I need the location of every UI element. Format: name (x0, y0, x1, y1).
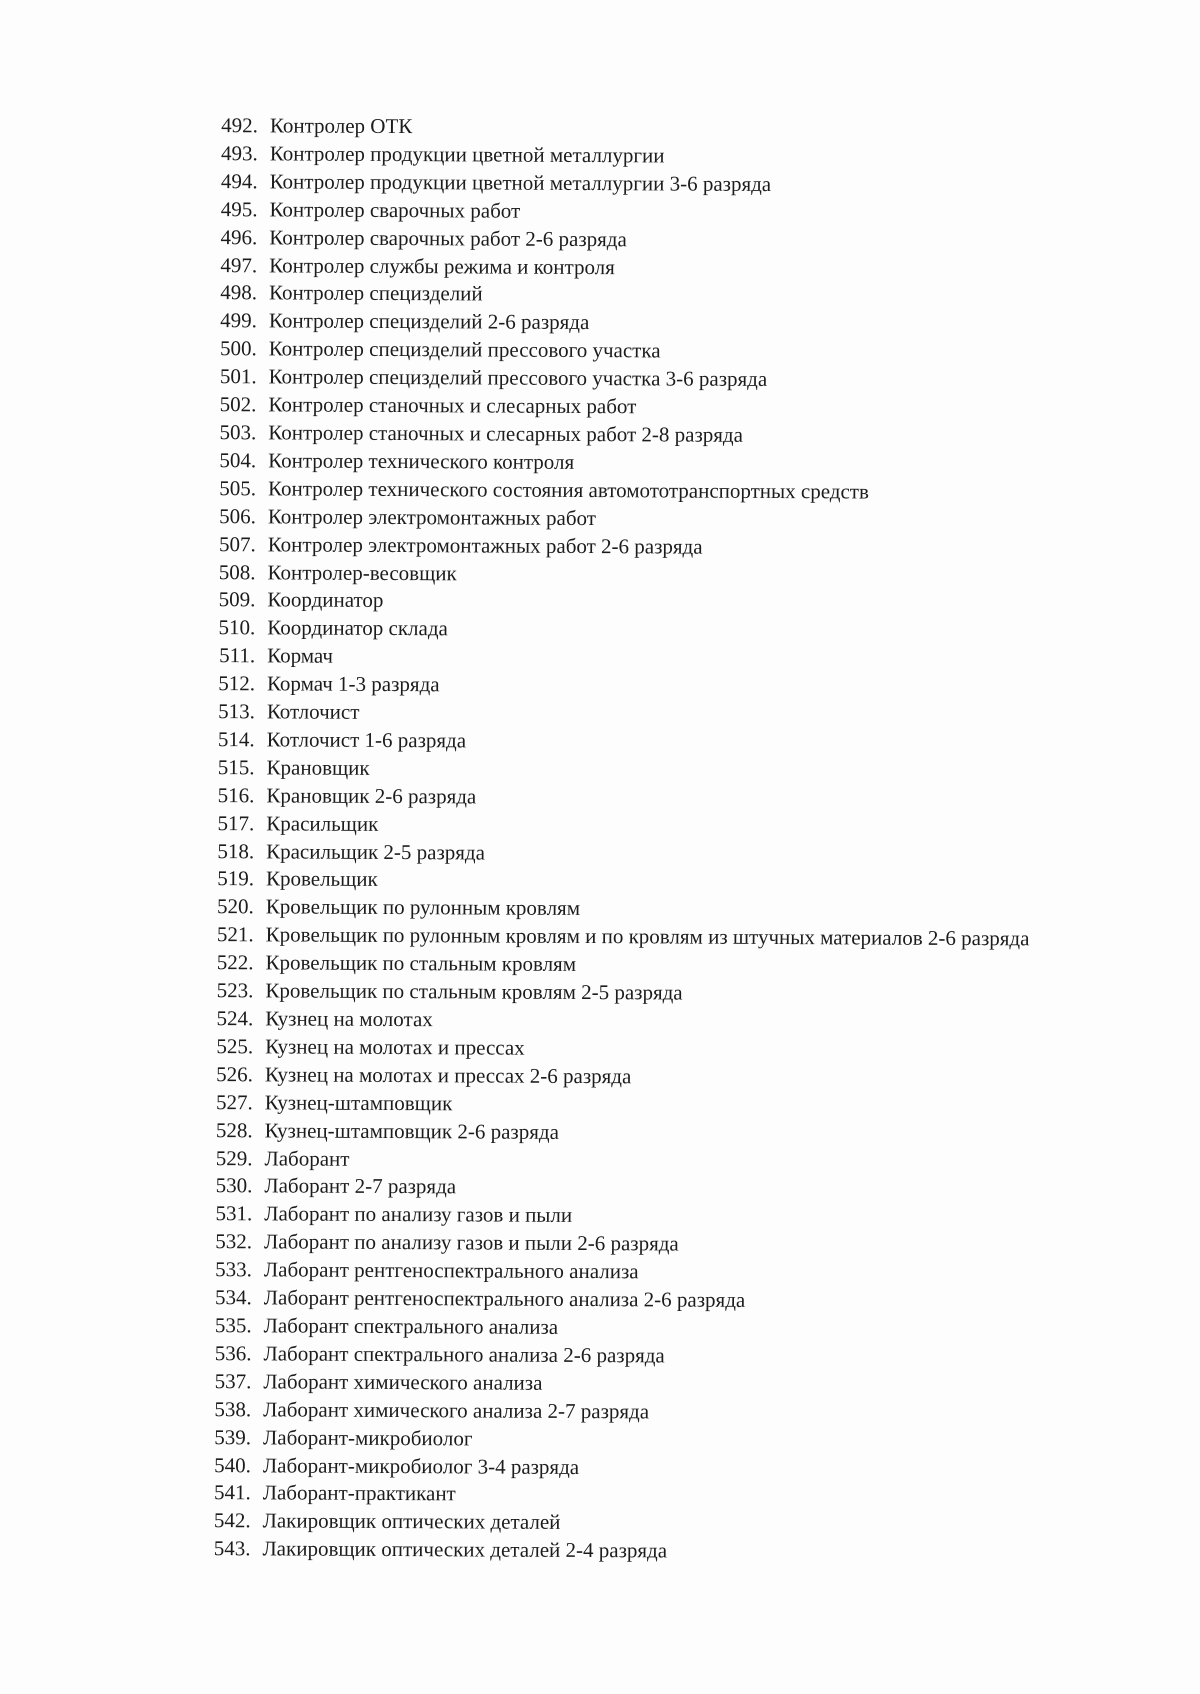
item-text: Крановщик 2-6 разряда (266, 783, 477, 809)
item-text: Контролер станочных и слесарных работ 2-8 разряда (268, 420, 744, 447)
item-text: Лакировщик оптических деталей 2-4 разряда (262, 1536, 668, 1563)
item-number: 513. (218, 699, 255, 724)
item-number: 543. (213, 1536, 251, 1561)
item-number: 492. (221, 113, 258, 138)
item-number: 524. (216, 1006, 254, 1031)
item-text: Красильщик 2-5 разряда (266, 838, 486, 865)
profession-list (192, 112, 1120, 1568)
item-text: Контролер специзделий прессового участка 3-6 разряда (268, 364, 768, 392)
item-text: Лаборант по анализу газов и пыли (264, 1201, 573, 1228)
item-number: 493. (220, 141, 258, 166)
item-text: Кузнец на молотах и прессах 2-6 разряда (264, 1062, 632, 1089)
item-number: 523. (216, 978, 254, 1003)
item-number: 517. (217, 810, 255, 835)
item-number: 538. (214, 1396, 252, 1421)
item-text: Контролер станочных и слесарных работ (268, 392, 637, 419)
item-text: Контролер технического контроля (268, 448, 575, 474)
item-number: 542. (213, 1508, 251, 1533)
item-text: Координатор склада (267, 615, 448, 641)
item-text: Контролер специзделий 2-6 разряда (268, 308, 590, 335)
item-text: Лаборант-микробиолог 3-4 разряда (262, 1452, 580, 1479)
item-text: Кормач 1-3 разряда (266, 671, 440, 697)
item-text: Лаборант химического анализа 2-7 разряда (263, 1397, 650, 1424)
item-number: 505. (219, 475, 257, 501)
item-number: 511. (219, 643, 256, 668)
item-number: 495. (220, 196, 258, 222)
item-number: 504. (219, 447, 257, 473)
item-text: Контролер специзделий прессового участка (268, 336, 661, 363)
item-number: 530. (215, 1173, 253, 1198)
item-number: 533. (215, 1257, 253, 1282)
item-text: Кузнец-штамповщик 2-6 разряда (264, 1117, 560, 1144)
item-number: 516. (217, 782, 255, 808)
item-number: 497. (220, 252, 258, 277)
item-number: 515. (217, 754, 255, 780)
item-text: Кровельщик по рулонным кровлям (265, 894, 581, 921)
item-number: 541. (213, 1480, 251, 1505)
item-number: 535. (214, 1313, 252, 1338)
item-text: Кормач (267, 643, 334, 668)
item-number: 537. (214, 1368, 252, 1394)
item-text: Кровельщик по стальным кровлям 2-5 разряда (265, 978, 683, 1005)
list-item (192, 1535, 1112, 1568)
item-text: Контролер технического состояния автомототранспортных средств (267, 476, 869, 504)
item-number: 501. (219, 364, 257, 389)
item-number: 502. (219, 392, 257, 417)
item-text: Кузнец на молотах (265, 1006, 433, 1032)
item-number: 531. (215, 1201, 253, 1226)
item-number: 540. (214, 1452, 251, 1477)
item-text: Кровельщик (265, 866, 378, 892)
item-text: Контролер электромонтажных работ (267, 504, 597, 530)
item-text: Кузнец-штамповщик (264, 1090, 453, 1116)
item-number: 536. (214, 1340, 252, 1366)
item-text: Лаборант рентгеноспектрального анализа (263, 1257, 639, 1284)
item-number: 525. (216, 1034, 254, 1059)
item-text: Лаборант химического анализа (263, 1369, 543, 1395)
item-number: 509. (218, 587, 256, 612)
item-number: 522. (216, 950, 254, 975)
item-number: 518. (217, 838, 255, 863)
item-number: 519. (217, 866, 255, 891)
item-number: 526. (216, 1061, 254, 1087)
item-text: Контролер продукции цветной металлургии (269, 141, 665, 168)
item-text: Лаборант-практикант (262, 1480, 456, 1506)
item-text: Лаборант 2-7 разряда (264, 1173, 457, 1199)
item-number: 532. (215, 1229, 253, 1254)
item-text: Контролер специзделий (268, 280, 483, 306)
item-text: Кровельщик по рулонным кровлям и по кровлям из штучных материалов 2-6 разряда (265, 922, 1030, 951)
item-number: 528. (215, 1117, 253, 1142)
item-number: 514. (217, 727, 255, 752)
item-text: Лаборант рентгеноспектрального анализа 2-6 разряда (263, 1285, 746, 1312)
item-text: Лаборант спектрального анализа (263, 1313, 559, 1339)
item-number: 507. (218, 531, 256, 556)
item-text: Контролер сварочных работ (269, 197, 521, 223)
item-text: Кровельщик по стальным кровлям (265, 950, 577, 977)
item-text: Красильщик (266, 811, 379, 836)
item-number: 496. (220, 224, 258, 249)
item-number: 529. (215, 1145, 253, 1170)
item-number: 503. (219, 420, 257, 445)
item-text: Лаборант-микробиолог (263, 1424, 473, 1451)
item-text: Координатор (267, 587, 384, 613)
item-number: 527. (216, 1089, 253, 1115)
item-text: Крановщик (266, 755, 370, 780)
item-text: Контролер службы режима и контроля (269, 252, 615, 279)
item-number: 510. (218, 615, 256, 640)
item-number: 520. (217, 894, 254, 919)
item-text: Лакировщик оптических деталей (262, 1508, 561, 1535)
item-number: 521. (216, 922, 254, 947)
item-number: 499. (220, 308, 257, 333)
item-number: 534. (214, 1285, 252, 1310)
item-number: 494. (220, 168, 258, 194)
item-text: Контролер электромонтажных работ 2-6 разряда (267, 531, 703, 559)
item-text: Лаборант спектрального анализа 2-6 разряда (263, 1341, 665, 1368)
item-number: 500. (219, 336, 257, 361)
item-text: Лаборант по анализу газов и пыли 2-6 разряда (264, 1229, 679, 1256)
item-text: Контролер ОТК (269, 113, 413, 139)
item-number: 539. (214, 1424, 252, 1449)
item-number: 508. (218, 559, 256, 584)
item-text: Контролер-весовщик (267, 559, 457, 585)
item-number: 512. (218, 671, 256, 696)
item-number: 498. (220, 280, 258, 305)
item-number: 506. (219, 503, 256, 528)
item-text: Контролер сварочных работ 2-6 разряда (269, 224, 627, 251)
item-text: Котлочист (266, 699, 360, 724)
item-text: Лаборант (264, 1145, 350, 1171)
item-text: Котлочист 1-6 разряда (266, 727, 467, 753)
item-text: Контролер продукции цветной металлургии 3-6 разряда (269, 169, 772, 196)
item-text: Кузнец на молотах и прессах (265, 1034, 525, 1060)
